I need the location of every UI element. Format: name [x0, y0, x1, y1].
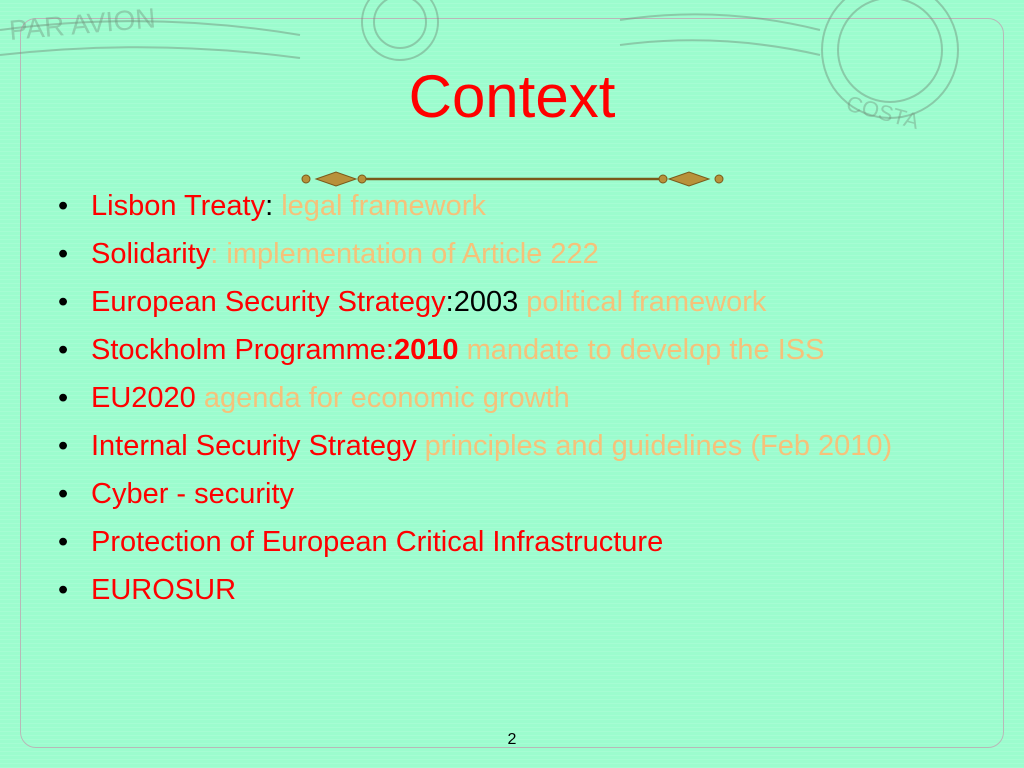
bullet-dot-icon: • — [58, 190, 69, 222]
bullet-item — [58, 234, 958, 274]
bullet-dot-icon: • — [58, 286, 69, 318]
bullet-item — [58, 330, 958, 370]
bullet-heading: Solidarity — [91, 238, 211, 270]
bullet-item — [58, 426, 958, 466]
bullet-detail: political framework — [518, 286, 767, 318]
bullet-item — [58, 522, 958, 562]
bullet-item — [58, 570, 958, 610]
bullet-item — [58, 474, 958, 514]
bullet-list — [58, 186, 958, 618]
bullet-dot-icon: • — [58, 526, 69, 558]
bullet-detail: principles and guidelines (Feb 2010) — [416, 430, 893, 462]
bullet-heading: EUROSUR — [91, 574, 237, 606]
bullet-dot-icon: • — [58, 334, 69, 366]
bullet-detail: agenda for economic growth — [195, 382, 570, 414]
bullet-heading: Protection of European Critical Infrastructure — [91, 526, 664, 558]
bullet-year: :2003 — [445, 286, 519, 318]
bullet-heading: Lisbon Treaty — [91, 190, 266, 222]
bullet-year: 2010 — [394, 334, 459, 366]
bullet-dot-icon: • — [58, 574, 69, 606]
bullet-dot-icon: • — [58, 238, 69, 270]
bullet-heading: EU2020 — [91, 382, 196, 414]
bullet-separator: : — [265, 190, 274, 222]
bullet-detail: legal framework — [273, 190, 486, 222]
bullet-dot-icon: • — [58, 382, 69, 414]
bullet-dot-icon: • — [58, 478, 69, 510]
bullet-item — [58, 282, 958, 322]
bullet-item — [58, 186, 958, 226]
slide-title: Context — [408, 63, 616, 130]
bullet-detail: mandate to develop the ISS — [458, 334, 825, 366]
bullet-dot-icon: • — [58, 430, 69, 462]
bullet-detail: : implementation of Article 222 — [210, 238, 599, 270]
bullet-heading: Cyber - security — [91, 478, 295, 510]
bullet-heading: Internal Security Strategy — [91, 430, 417, 462]
bullet-item — [58, 378, 958, 418]
page-number: 2 — [507, 731, 517, 748]
bullet-heading: European Security Strategy — [91, 286, 446, 318]
bullet-heading: Stockholm Programme: — [91, 334, 394, 366]
stamp-text-right: COSTA — [843, 90, 922, 135]
stamp-text-left: PAR AVION — [7, 2, 157, 46]
